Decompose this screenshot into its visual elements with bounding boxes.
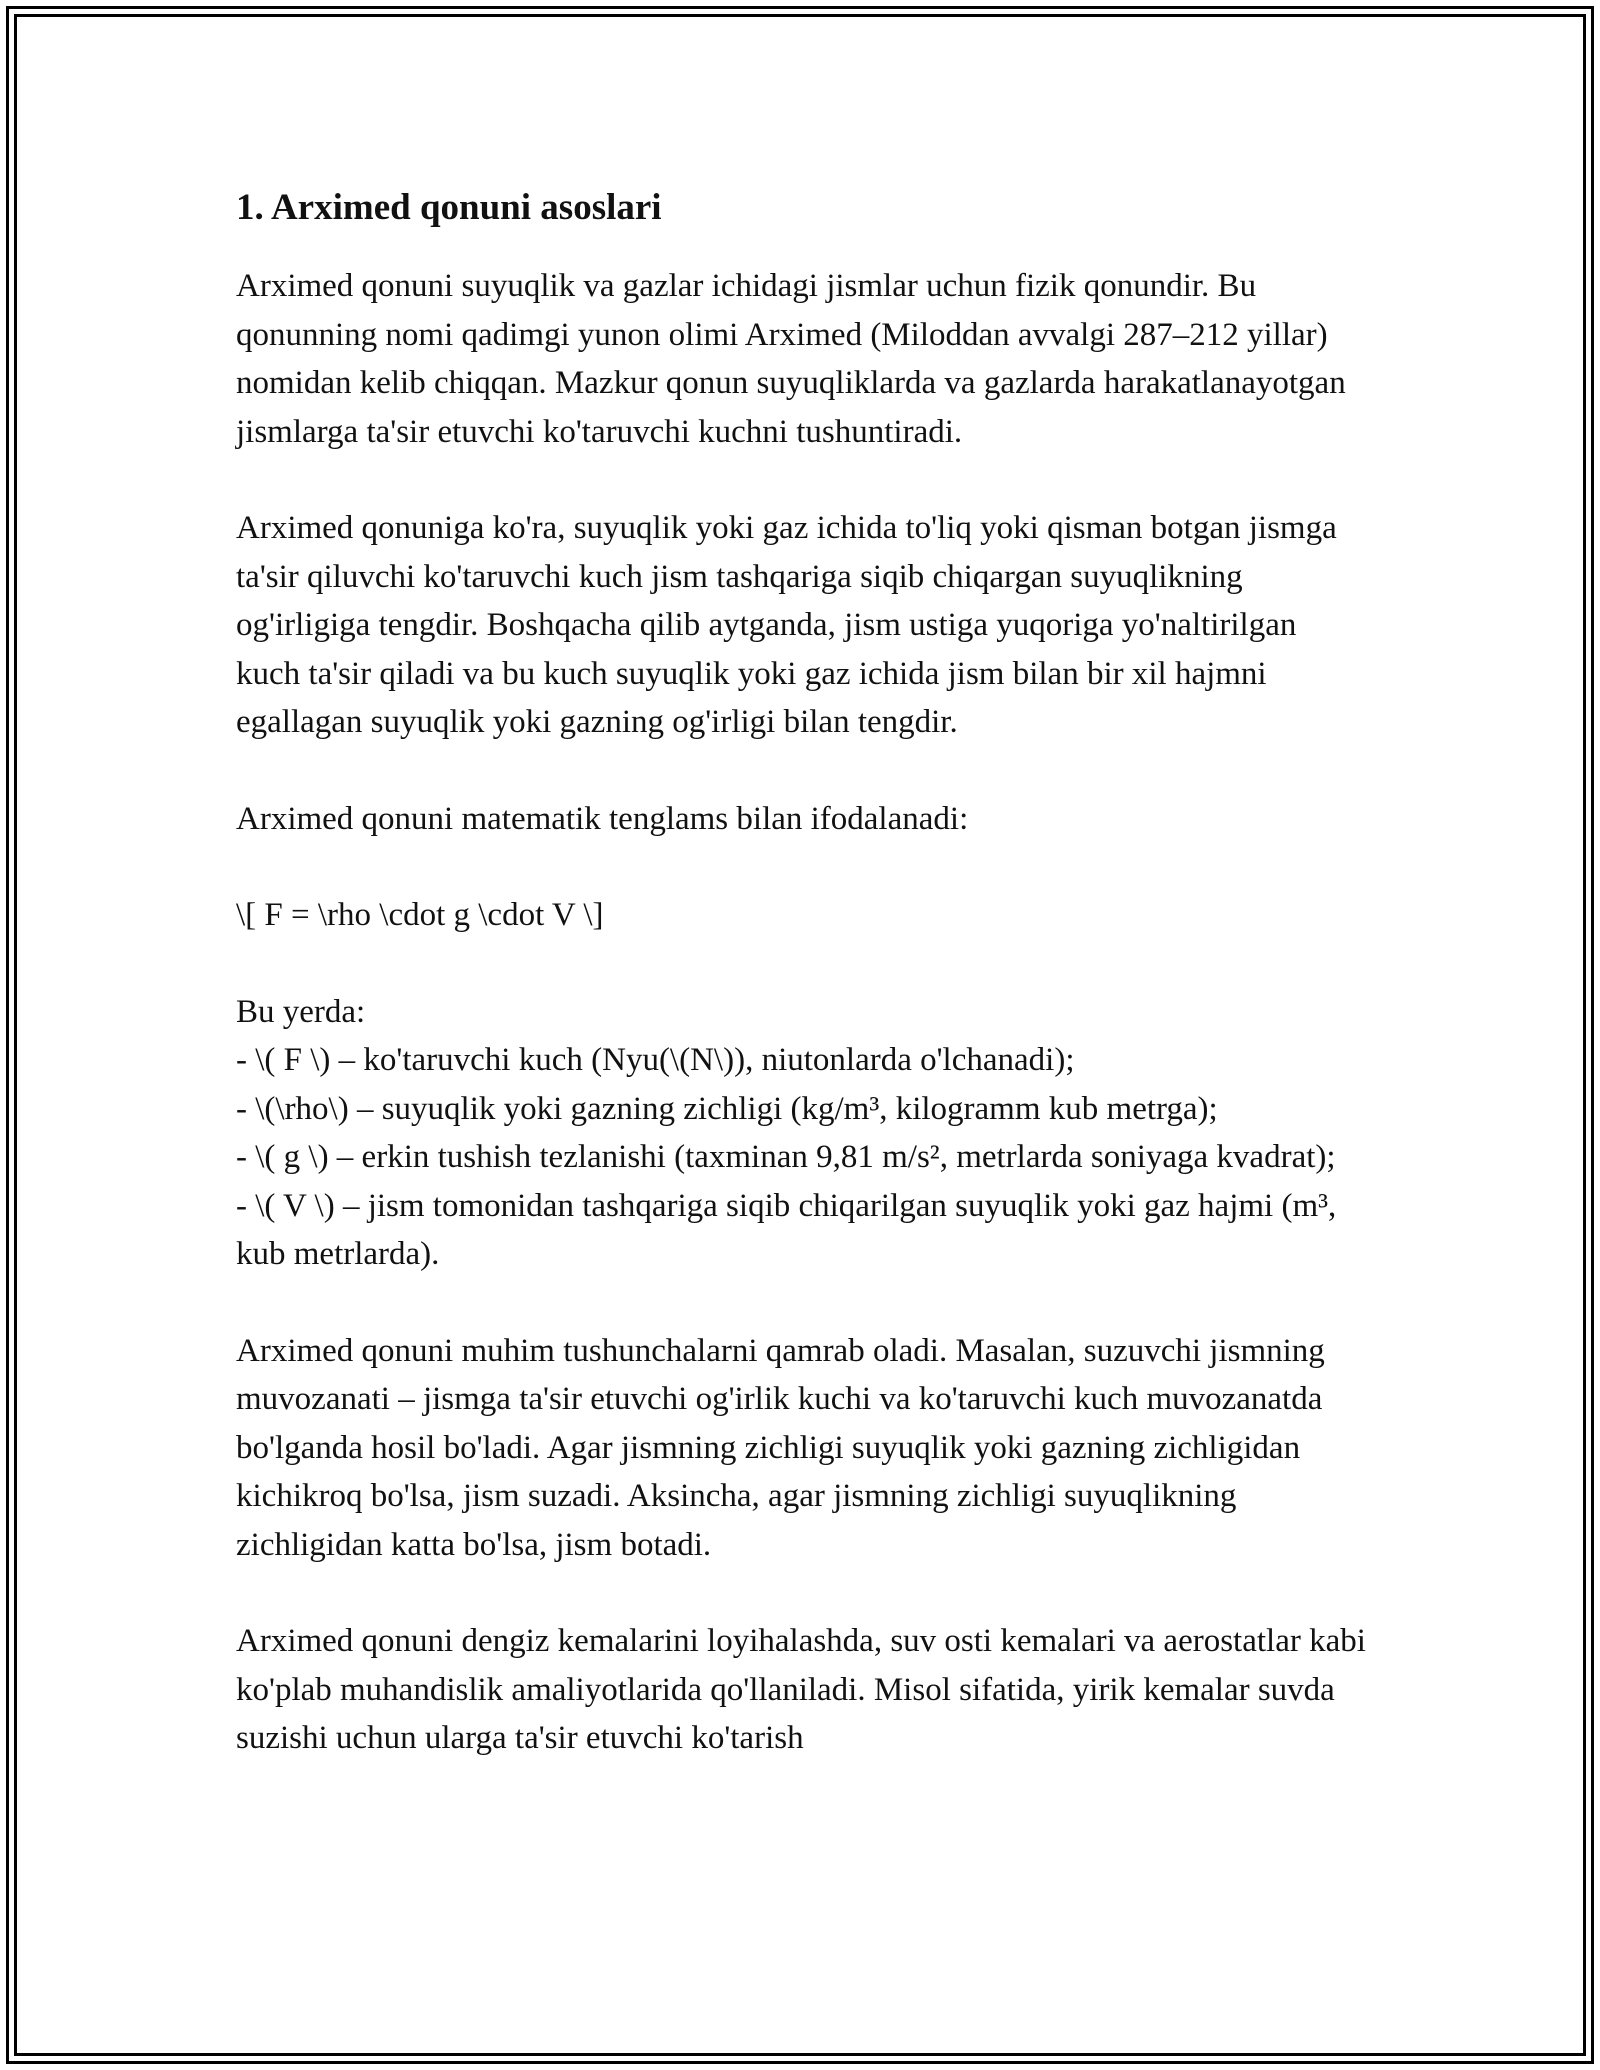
document-body [236,184,1366,1811]
paragraph-intro: Arximed qonuni suyuqlik va gazlar ichidagi jismlar uchun fizik qonundir. Bu qonunning nomi qadimgi yunon olimi Arximed (Miloddan avvalgi 287–212 yillar) nomidan kelib chiqqan. Mazkur qonun suyuqliklarda va gazlarda harakatlanayotgan jismlarga ta'sir etuvchi ko'taruvchi kuchni tushuntiradi. [236,268,1346,450]
definitions-block [236,988,1366,1279]
paragraph-buoyancy-equilibrium: Arximed qonuni muhim tushunchalarni qamrab oladi. Masalan, suzuvchi jismning muvozanati – jismga ta'sir etuvchi og'irlik kuchi va ko'taruvchi kuch muvozanatda bo'lganda hosil bo'ladi. Agar jismning zichligi suyuqlik yoki gazning zichligidan kichikroq bo'lsa, jism suzadi. Aksincha, agar jismning zichligi suyuqlikning zichligidan katta bo'lsa, jism botadi. [236,1332,1325,1563]
definition-g: - \( g \) – erkin tushish tezlanishi (taxminan 9,81 m/s², metrlarda soniyaga kvadrat); [236,1139,1336,1175]
definition-f: - \( F \) – ko'taruvchi kuch (Nyu(\(N\)), niutonlarda o'lchanadi); [236,1042,1075,1078]
paragraph-formula-intro: Arximed qonuni matematik tenglams bilan ifodalanadi: [236,800,969,837]
definition-rho: - \(\rho\) – suyuqlik yoki gazning zichligi (kg/m³, kilogramm kub metrga); [236,1090,1218,1127]
paragraph-applications: Arximed qonuni dengiz kemalarini loyihalashda, suv osti kemalari va aerostatlar kabi ko'plab muhandislik amaliyotlarida qo'llaniladi. Misol sifatida, yirik kemalar suvda suzishi uchun ularga ta'sir etuvchi ko'tarish [236,1623,1366,1756]
definitions-intro: Bu yerda: [236,993,366,1030]
formula: \[ F = \rho \cdot g \cdot V \] [236,897,604,933]
paragraph-law-statement: Arximed qonuniga ko'ra, suyuqlik yoki gaz ichida to'liq yoki qisman botgan jismga ta'sir qiluvchi ko'taruvchi kuch jism tashqariga siqib chiqargan suyuqlikning og'irligiga tengdir. Boshqacha qilib aytganda, jism ustiga yuqoriga yo'naltirilgan kuch ta'sir qiladi va bu kuch suyuqlik yoki gaz ichida jism bilan bir xil hajmni egallagan suyuqlik yoki gazning og'irligi bilan tengdir. [236,510,1337,740]
section-heading: 1. Arximed qonuni asoslari [236,187,662,228]
definition-v: - \( V \) – jism tomonidan tashqariga siqib chiqarilgan suyuqlik yoki gaz hajmi (m³, kub metrlarda). [236,1187,1337,1272]
